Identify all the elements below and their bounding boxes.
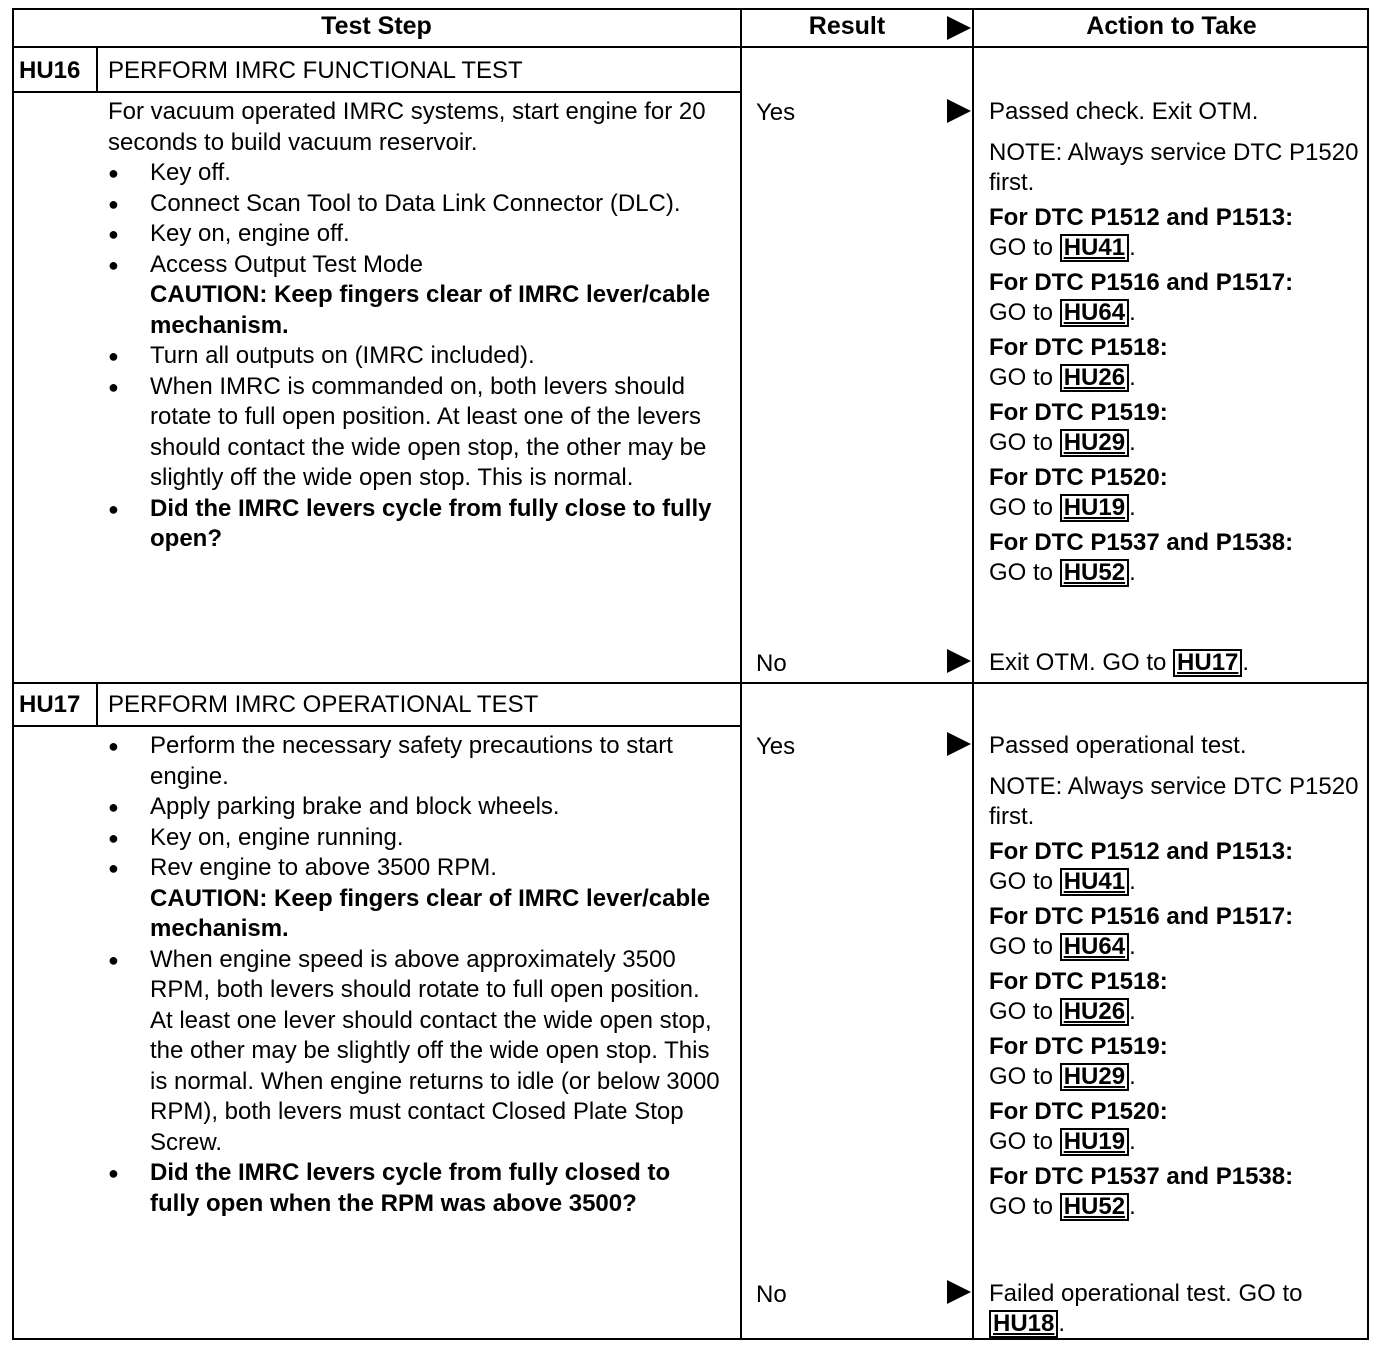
caution-text: CAUTION: Keep fingers clear of IMRC lever/cable mechanism.: [150, 281, 711, 339]
bullet-item: ● Apply parking brake and block wheels.: [108, 792, 723, 823]
yes-action-text: Passed operational test.: [989, 732, 1247, 759]
bullet-item: ● When IMRC is commanded on, both levers should rotate to full open position. At least one of the levers should contact the wide open stop, the other may be slightly off the wide open stop. This is normal.: [108, 372, 723, 494]
bullet-item: ● Key off.: [108, 158, 723, 189]
bullet-item: ● Key on, engine running.: [108, 823, 723, 854]
note-text: NOTE: Always service DTC P1520 first.: [989, 773, 1359, 830]
dtc-label: For DTC P1516 and P1517:: [989, 269, 1294, 296]
step-reference-link[interactable]: HU52: [1060, 1193, 1129, 1221]
dtc-label: For DTC P1518:: [989, 968, 1168, 995]
dtc-label: For DTC P1516 and P1517:: [989, 903, 1294, 930]
step-id-divider: [96, 684, 98, 726]
column-divider-action: [972, 8, 974, 1340]
step-intro: For vacuum operated IMRC systems, start engine for 20 seconds to build vacuum reservoir.: [108, 98, 706, 156]
note-text: NOTE: Always service DTC P1520 first.: [989, 139, 1359, 196]
bullet-item: ● When engine speed is above approximately 3500 RPM, both levers should rotate to full open position. At least one lever should contact the wide open stop, the other may be slightly off the wide open stop. This is normal. When engine returns to idle (or below 3000 RPM), both levers must contact Closed Plate Stop Screw.: [108, 945, 723, 1159]
header-result: Result: [808, 12, 886, 40]
step-id: HU16: [19, 57, 81, 84]
step-divider: [12, 682, 1369, 684]
goto-text: GO to: [989, 364, 1054, 391]
goto-text: GO to: [989, 429, 1054, 456]
dtc-label: For DTC P1520:: [989, 1098, 1168, 1125]
action-no: Failed operational test. GO to HU18 .: [989, 1280, 1303, 1337]
result-arrow-icon: [947, 732, 971, 756]
dtc-goto: GO to HU19 .: [989, 1128, 1136, 1155]
no-action-text: Exit OTM. GO to: [989, 649, 1167, 676]
header-arrow-icon: [947, 16, 971, 40]
dtc-goto: GO to HU41 .: [989, 868, 1136, 895]
dtc-goto: GO to HU41 .: [989, 234, 1136, 261]
step-question: ● Did the IMRC levers cycle from fully close to fully open?: [108, 494, 723, 555]
step-id: HU17: [19, 691, 81, 718]
caution-text: CAUTION: Keep fingers clear of IMRC lever/cable mechanism.: [150, 884, 711, 942]
step-reference-link[interactable]: HU19: [1060, 1128, 1129, 1156]
dtc-goto: GO to HU64 .: [989, 933, 1136, 960]
dtc-goto: GO to HU29 .: [989, 429, 1136, 456]
step-reference-link[interactable]: HU29: [1060, 1063, 1129, 1091]
step-reference-link[interactable]: HU19: [1060, 494, 1129, 522]
step-bullets: [108, 945, 723, 1220]
goto-text: GO to: [989, 868, 1054, 895]
dtc-label: For DTC P1519:: [989, 399, 1168, 426]
step-bullets: [108, 341, 723, 555]
dtc-goto: GO to HU19 .: [989, 494, 1136, 521]
result-no: No: [756, 1281, 787, 1308]
goto-text: GO to: [989, 933, 1054, 960]
dtc-goto: GO to HU52 .: [989, 559, 1136, 586]
header-test-step: Test Step: [321, 12, 432, 40]
dtc-goto: GO to HU29 .: [989, 1063, 1136, 1090]
step-reference-link[interactable]: HU41: [1060, 868, 1129, 896]
bullet-item: ● Access Output Test Mode: [108, 250, 723, 281]
step-reference-link[interactable]: HU18: [989, 1310, 1058, 1338]
header-action: Action to Take: [1086, 12, 1257, 40]
dtc-goto: GO to HU26 .: [989, 998, 1136, 1025]
test-step-body: [108, 731, 723, 1219]
goto-text: GO to: [989, 559, 1054, 586]
goto-text: GO to: [989, 494, 1054, 521]
step-reference-link[interactable]: HU26: [1060, 364, 1129, 392]
step-question: ● Did the IMRC levers cycle from fully closed to fully open when the RPM was above 3500?: [108, 1158, 723, 1219]
step-bullets: [108, 158, 723, 280]
goto-text: GO to: [989, 1128, 1054, 1155]
dtc-label: For DTC P1518:: [989, 334, 1168, 361]
result-arrow-icon: [947, 99, 971, 123]
test-step-body: [108, 97, 723, 555]
dtc-goto: GO to HU52 .: [989, 1193, 1136, 1220]
dtc-label: For DTC P1512 and P1513:: [989, 838, 1294, 865]
step-title-underline: [12, 725, 741, 727]
goto-text: GO to: [989, 1063, 1054, 1090]
bullet-item: ● Rev engine to above 3500 RPM.: [108, 853, 723, 884]
step-title: PERFORM IMRC OPERATIONAL TEST: [108, 691, 539, 718]
bullet-item: ● Connect Scan Tool to Data Link Connector (DLC).: [108, 189, 723, 220]
goto-text: GO to: [989, 234, 1054, 261]
dtc-goto: GO to HU26 .: [989, 364, 1136, 391]
dtc-label: For DTC P1537 and P1538:: [989, 1163, 1294, 1190]
step-id-divider: [96, 48, 98, 92]
goto-text: GO to: [989, 1193, 1054, 1220]
bullet-item: ● Perform the necessary safety precautions to start engine.: [108, 731, 723, 792]
step-reference-link[interactable]: HU52: [1060, 559, 1129, 587]
step-reference-link[interactable]: HU64: [1060, 933, 1129, 961]
goto-text: GO to: [989, 299, 1054, 326]
step-title: PERFORM IMRC FUNCTIONAL TEST: [108, 57, 523, 84]
dtc-label: For DTC P1512 and P1513:: [989, 204, 1294, 231]
action-yes: [989, 731, 1359, 1222]
bullet-item: ● Key on, engine off.: [108, 219, 723, 250]
step-title-underline: [12, 91, 741, 93]
step-reference-link[interactable]: HU17: [1173, 649, 1242, 677]
step-bullets: [108, 731, 723, 884]
result-arrow-icon: [947, 649, 971, 673]
dtc-label: For DTC P1520:: [989, 464, 1168, 491]
action-yes: [989, 97, 1359, 588]
dtc-label: For DTC P1537 and P1538:: [989, 529, 1294, 556]
column-divider-result: [740, 8, 742, 1340]
result-yes: Yes: [756, 99, 796, 126]
result-arrow-icon: [947, 1280, 971, 1304]
step-reference-link[interactable]: HU64: [1060, 299, 1129, 327]
bullet-item: ● Turn all outputs on (IMRC included).: [108, 341, 723, 372]
yes-action-text: Passed check. Exit OTM.: [989, 98, 1259, 125]
step-reference-link[interactable]: HU29: [1060, 429, 1129, 457]
dtc-label: For DTC P1519:: [989, 1033, 1168, 1060]
step-reference-link[interactable]: HU26: [1060, 998, 1129, 1026]
action-no: Exit OTM. GO to HU17 .: [989, 649, 1250, 676]
dtc-goto: GO to HU64 .: [989, 299, 1136, 326]
step-reference-link[interactable]: HU41: [1060, 234, 1129, 262]
result-yes: Yes: [756, 733, 796, 760]
result-no: No: [756, 650, 787, 677]
header-divider: [12, 46, 1369, 48]
goto-text: GO to: [989, 998, 1054, 1025]
no-action-text: Failed operational test. GO to: [989, 1280, 1303, 1307]
